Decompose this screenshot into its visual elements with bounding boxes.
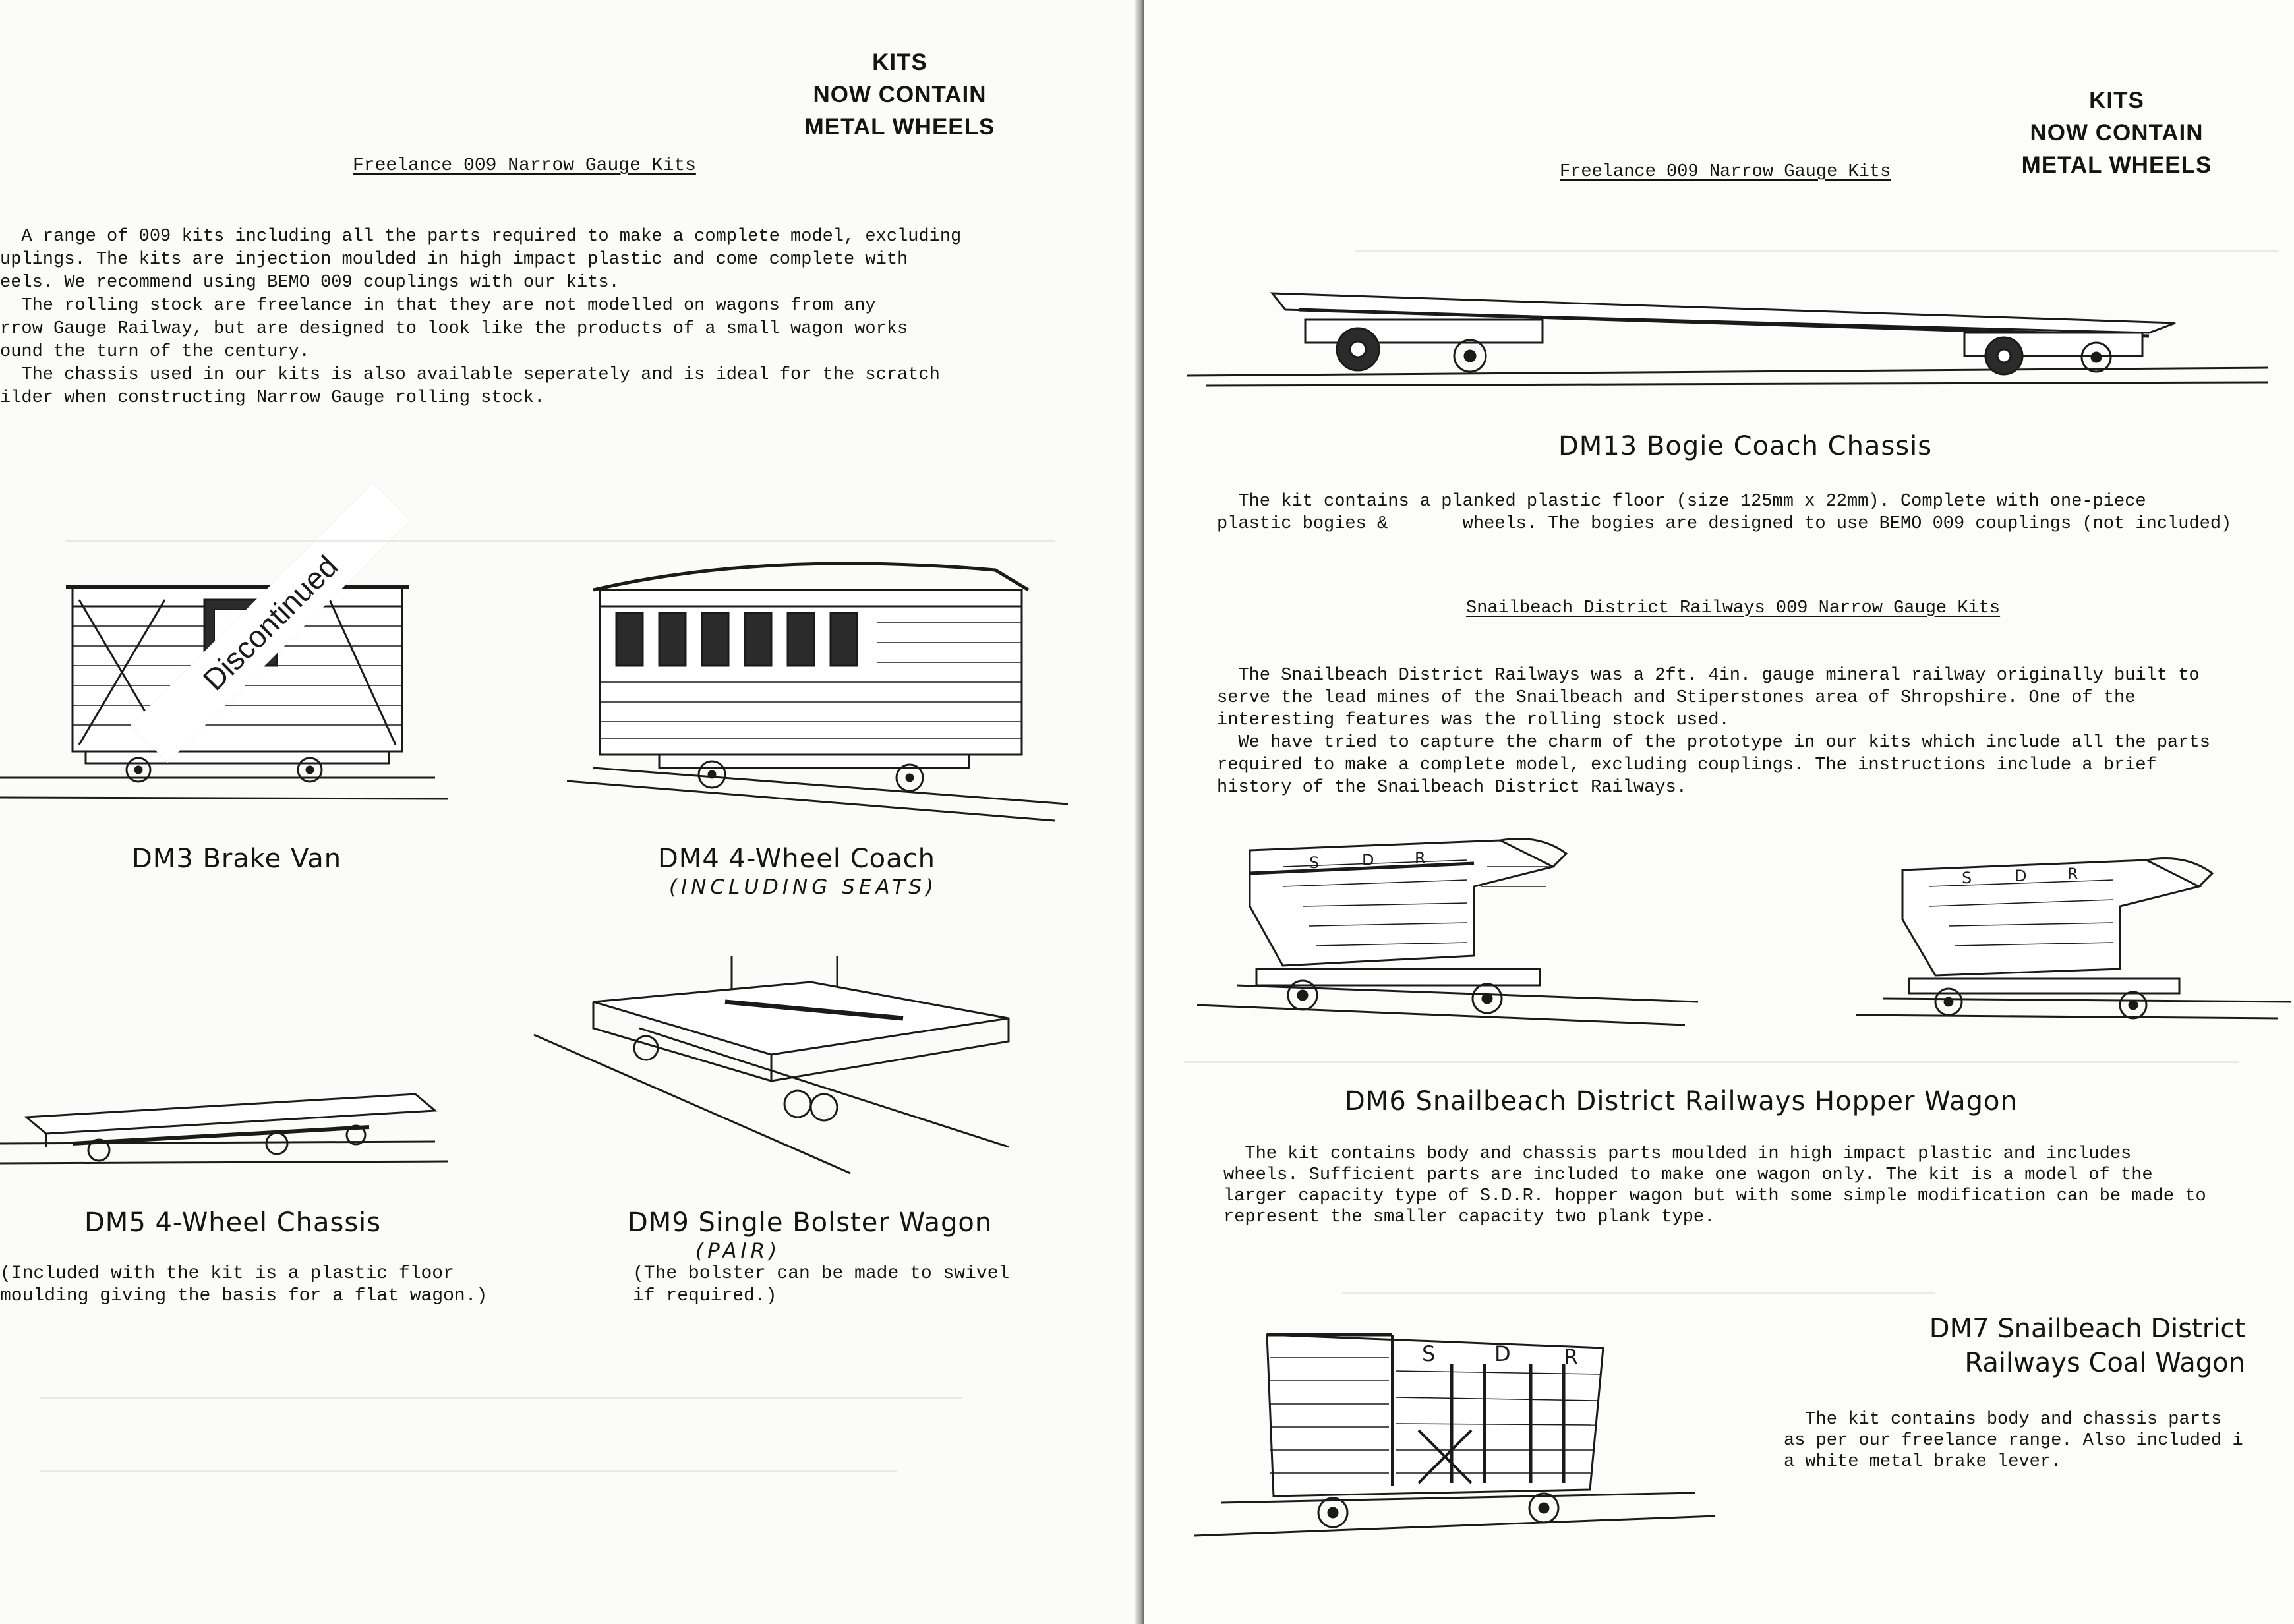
hopper-letter: R [1415,849,1426,867]
badge-line: KITS [2089,88,2144,113]
dm6-caption: DM6 Snailbeach District Railways Hopper Wagon [1345,1086,2018,1116]
sdr-intro-line: required to make a complete model, excluding couplings. The instructions include a brief [1217,755,2157,775]
dm5-caption: DM5 4-Wheel Chassis [84,1207,382,1238]
badge-line: NOW CONTAIN [2030,120,2204,146]
bogie-coach-chassis-drawing [1187,283,2268,389]
coal-wagon-letter: R [1564,1345,1579,1370]
dm9-handwritten-note: (PAIR) [695,1239,781,1263]
sdr-intro-line: We have tried to capture the charm of the prototype in our kits which include all the parts [1217,733,2210,753]
hopper-wagon-drawing [1197,827,1698,1038]
kits-metal-wheels-badge [791,46,1009,143]
intro-line: ound the turn of the century. [0,342,310,362]
coal-wagon-drawing [1194,1325,1742,1542]
coal-wagon-letter: S [1422,1341,1436,1366]
intro-text [0,225,961,410]
dm13-text [1217,490,2231,535]
dm6-text-line: wheels. Sufficient parts are included to make one wagon only. The kit is a model of the [1223,1165,2153,1185]
hopper-letter: D [2015,867,2027,885]
sdr-section-title: Snailbeach District Railways 009 Narrow Gauge Kits [1466,598,2001,618]
intro-line: rrow Gauge Railway, but are designed to look like the products of a small wagon works [0,319,908,339]
note-line: if required.) [633,1286,777,1306]
intro-line: ilder when constructing Narrow Gauge rolling stock. [0,388,545,408]
coal-wagon-letter: D [1494,1341,1511,1366]
sdr-intro-line: serve the lead mines of the Snailbeach and Stiperstones area of Shropshire. One of the [1217,688,2136,708]
four-wheel-coach-drawing [567,550,1068,821]
dm9-caption: DM9 Single Bolster Wagon [628,1207,993,1238]
note-line: moulding giving the basis for a flat wagon.) [0,1286,488,1306]
dm13-text-line: The kit contains a planked plastic floor (size 125mm x 22mm). Complete with one-piece [1217,492,2146,511]
dm6-text-line: The kit contains body and chassis parts moulded in high impact plastic and includes [1223,1144,2132,1164]
bolster-wagon-drawing [534,956,1009,1173]
section-title: Freelance 009 Narrow Gauge Kits [353,156,696,176]
badge-line: KITS [872,49,927,75]
sdr-intro-line: history of the Snailbeach District Railways. [1217,778,1687,798]
dm4-caption: DM4 4-Wheel Coach [658,844,935,874]
intro-line: The rolling stock are freelance in that they are not modelled on wagons from any [0,296,876,316]
sdr-intro-line: The Snailbeach District Railways was a 2ft. 4in. gauge mineral railway originally built to [1217,666,2200,685]
hopper-letter: R [2067,865,2078,883]
dm4-handwritten-note: (INCLUDING SEATS) [669,875,938,899]
hopper-wagon-drawing [1856,847,2291,1038]
dm9-note [633,1263,1009,1308]
dm5-note [0,1263,487,1308]
dm6-text-line: larger capacity type of S.D.R. hopper wagon but with some simple modification can be made to [1223,1186,2206,1206]
note-line: (The bolster can be made to swivel [633,1263,1010,1284]
dm7-caption [1823,1312,2245,1380]
dm7-text-line: The kit contains body and chassis parts [1784,1410,2222,1430]
dm13-caption: DM13 Bogie Coach Chassis [1558,431,1933,461]
badge-line: METAL WHEELS [804,114,995,140]
sdr-intro-line: interesting features was the rolling stock used. [1217,710,1730,730]
intro-line: A range of 009 kits including all the parts required to make a complete model, excluding [0,227,962,246]
discontinued-stamp: Discontinued [131,483,410,763]
section-title: Freelance 009 Narrow Gauge Kits [1560,162,1891,182]
right-page [1144,0,2294,1624]
sdr-intro-text [1217,664,2210,799]
dm6-text [1223,1144,2206,1228]
note-line: (Included with the kit is a plastic floor [0,1263,454,1284]
hopper-letter: D [1362,851,1374,869]
badge-line: METAL WHEELS [2021,152,2212,178]
left-page [0,0,1139,1624]
dm7-text-line: as per our freelance range. Also included i [1784,1431,2243,1451]
hopper-letter: S [1309,854,1320,872]
intro-line: uplings. The kits are injection moulded in high impact plastic and come complete with [0,250,908,270]
intro-line: The chassis used in our kits is also available seperately and is ideal for the scratch [0,365,940,385]
dm7-text [1784,1409,2243,1472]
four-wheel-chassis-drawing [0,1081,448,1180]
dm6-text-line: represent the smaller capacity two plank type. [1223,1207,1715,1227]
dm7-text-line: a white metal brake lever. [1784,1452,2062,1472]
dm7-caption-line: Railways Coal Wagon [1964,1348,2245,1378]
dm3-caption: DM3 Brake Van [132,844,342,874]
intro-line: eels. We recommend using BEMO 009 couplings with our kits. [0,273,620,293]
dm13-text-line: plastic bogies & wheels. The bogies are designed to use BEMO 009 couplings (not included) [1217,514,2232,534]
kits-metal-wheels-badge [2008,84,2225,181]
badge-line: NOW CONTAIN [813,82,987,107]
dm7-caption-line: DM7 Snailbeach District [1929,1314,2245,1344]
hopper-letter: S [1962,869,1972,887]
